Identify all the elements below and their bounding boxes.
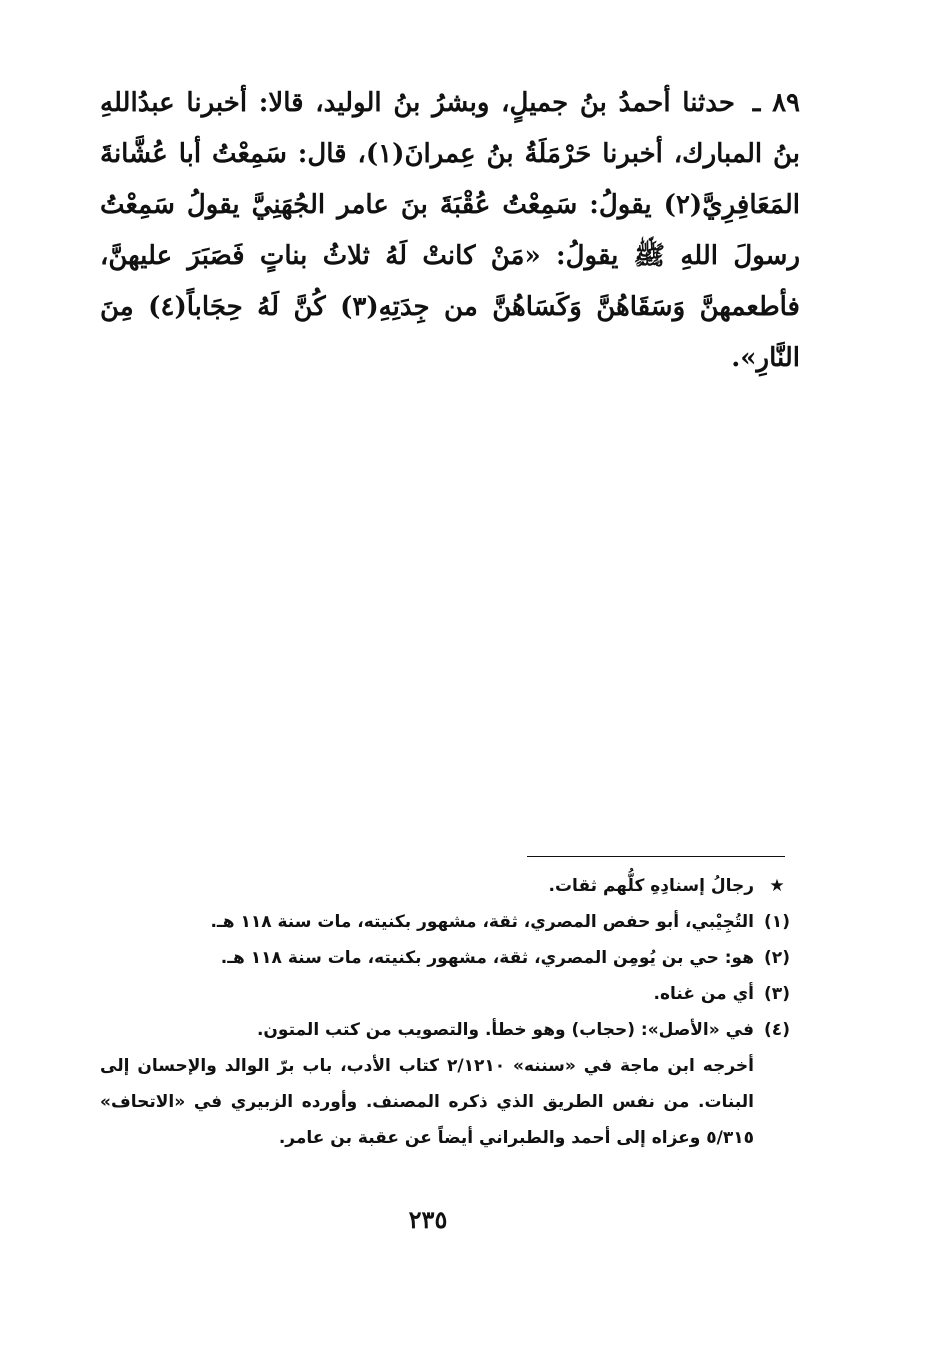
page-number: ٢٣٥ [408, 1205, 448, 1234]
hadith-number: ٨٩ ـ [752, 88, 800, 118]
footnote-separator [527, 856, 785, 857]
footnote-text: هو: حي بن يُومِن المصري، ثقة، مشهور بكنيته، مات سنة ١١٨ هـ. [220, 948, 754, 968]
footnote-mark: (١) [764, 912, 790, 932]
footnote-text: أي من غناه. [653, 984, 754, 1004]
footnote-star-mark: ★ [769, 876, 785, 896]
footnote-2 [100, 940, 800, 976]
hadith-body: حدثنا أحمدُ بنُ جميلٍ، وبشرُ بنُ الوليد، قالا: أخبرنا عبدُاللهِ بنُ المبارك، أخبرنا حَرْمَلَةُ بنُ عِمرانَ(١)، قال: سَمِعْتُ أبا عُشَّانةَ المَعَافِرِيَّ(٢) يقولُ: سَمِعْتُ عُقْبَةَ بنَ عامر الجُهَنِيَّ يقولُ سَمِعْتُ رسولَ اللهِ ﷺ يقولُ: «مَنْ كانتْ لَهُ ثلاثُ بناتٍ فَصَبَرَ عليهنَّ، فأطعمهنَّ وَسَقَاهُنَّ وَكَسَاهُنَّ من جِدَتِهِ(٣) كُنَّ لَهُ حِجَاباً(٤) مِنَ النَّارِ». [100, 88, 800, 373]
footnote-3 [100, 976, 800, 1012]
footnote-4 [100, 1012, 800, 1048]
footnote-text: في «الأصل»: (حجاب) وهو خطأ. والتصويب من كتب المتون. [256, 1020, 754, 1040]
footnote-text: رجالُ إسنادِهِ كلُّهم ثقات. [548, 876, 754, 896]
footnote-mark: (٤) [764, 1020, 790, 1040]
footnote-1 [100, 904, 800, 940]
footnote-mark: (٣) [764, 984, 790, 1004]
footnote-mark: (٢) [764, 948, 790, 968]
hadith-text [100, 78, 800, 384]
footnote-isnad [100, 868, 800, 904]
footnote-text: التُجِيْبي، أبو حفص المصري، ثقة، مشهور بكنيته، مات سنة ١١٨ هـ. [210, 912, 754, 932]
takhrij-note: أخرجه ابن ماجة في «سننه» ٢/١٢١٠ كتاب الأدب، باب برّ الوالد والإحسان إلى البنات. من نفس الطريق الذي ذكره المصنف. وأورده الزبيري في «الاتحاف» ٥/٣١٥ وعزاه إلى أحمد والطبراني أيضاً عن عقبة بن عامر. [100, 1056, 754, 1148]
footnotes [100, 868, 800, 1156]
